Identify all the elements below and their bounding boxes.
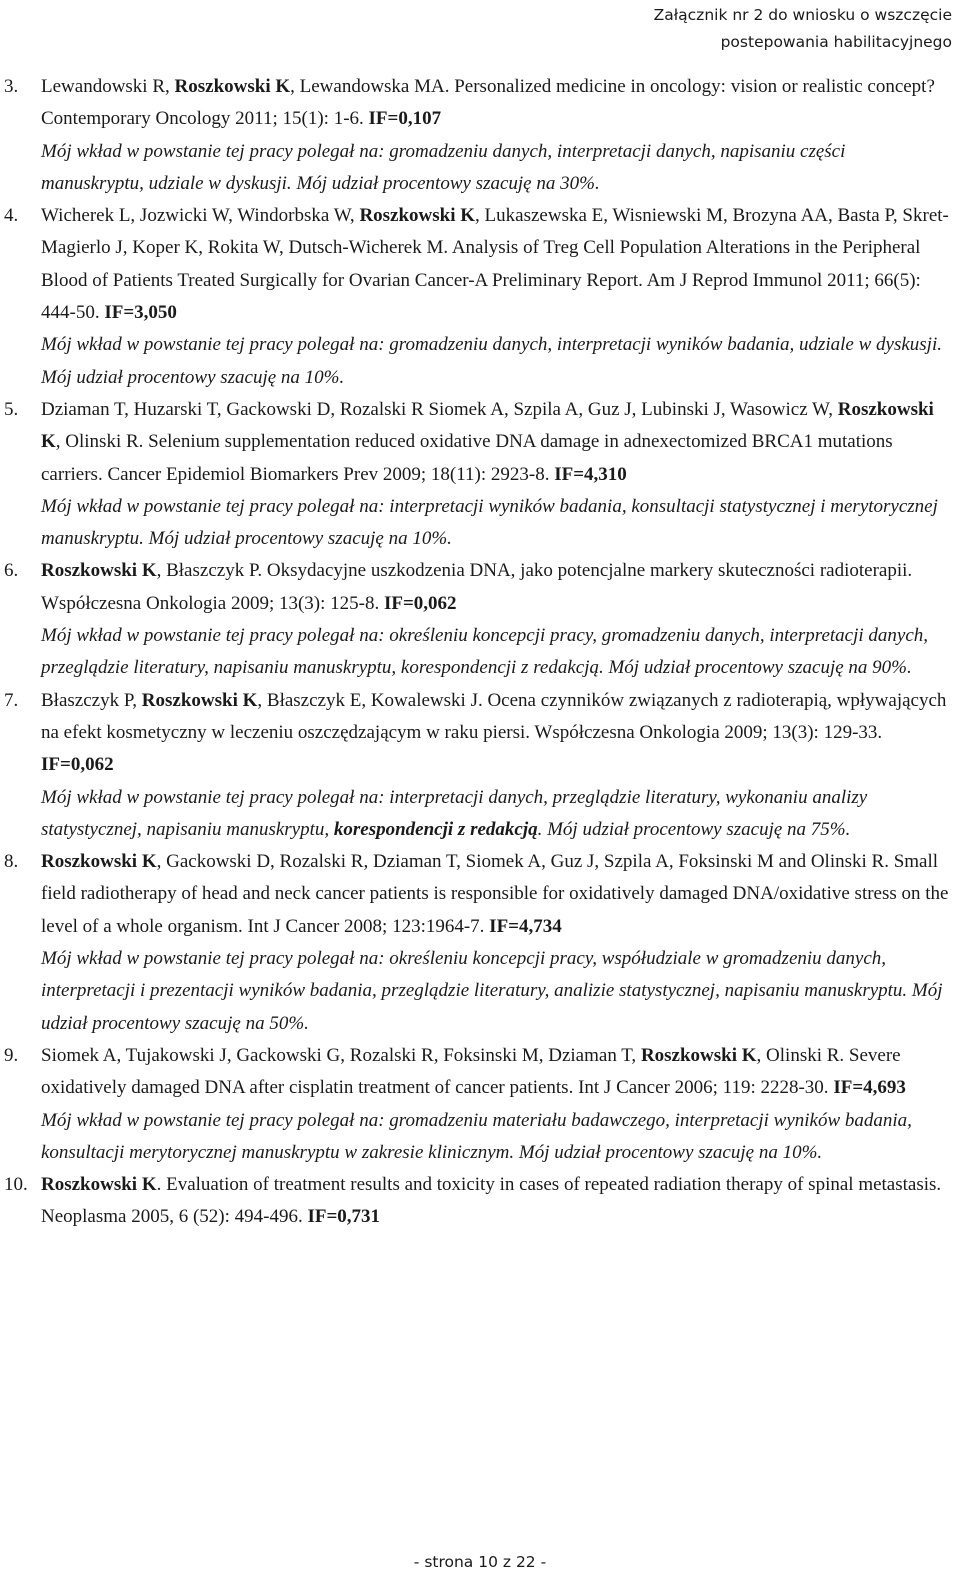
entry-authors-pre: Wicherek L, Jozwicki W, Windorbska W, xyxy=(41,205,360,227)
entry-number: 9. xyxy=(4,1044,19,1066)
entry-number: 4. xyxy=(4,205,19,227)
entry-contribution: Mój wkład w powstanie tej pracy polegał na: określeniu koncepcji pracy, gromadzeniu danych, interpretacji danych, przeglądzie literatury, napisaniu manuskryptu, korespondencji z redakcją. xyxy=(41,625,929,679)
entry-impact-factor: IF=0,731 xyxy=(307,1206,381,1228)
entry-share: Mój udział procentowy szacuję na 30%. xyxy=(291,172,600,194)
entry-number: 8. xyxy=(4,851,19,873)
header-line-2: postepowania habilitacyjnego xyxy=(720,33,952,51)
entry-contribution: Mój wkład w powstanie tej pracy polegał na: gromadzeniu danych, interpretacji danych, napisaniu części manuskryptu, udziale w dyskusji. xyxy=(41,140,846,194)
publication-entry xyxy=(0,846,960,1040)
entry-citation: , Lewandowska MA. Personalized medicine in oncology: vision or realistic concept? Contemporary Oncology 2011; 15(1): 1-6. xyxy=(41,76,935,130)
entry-author-highlight: Roszkowski K xyxy=(41,398,934,453)
header-line-1: Załącznik nr 2 do wniosku o wszczęcie xyxy=(653,6,952,24)
publication-entry xyxy=(0,555,960,684)
entry-citation: , Lukaszewska E, Wisniewski M, Brozyna AA, Basta P, Skret-Magierlo J, Koper K, Rokita W, Dutsch-Wicherek M. Analysis of Treg Cell Population Alterations in the Peripheral Blood of Patients Treated Surgically for Ovarian Cancer-A Preliminary Report. Am J Reprod Immunol 2011; 66(5): 444-50. xyxy=(41,205,949,324)
publication-entry xyxy=(0,71,960,200)
entry-number: 6. xyxy=(4,560,19,582)
page-header xyxy=(552,2,952,56)
entry-impact-factor: IF=0,107 xyxy=(368,108,442,130)
entry-authors-pre: Dziaman T, Huzarski T, Gackowski D, Rozalski R Siomek A, Szpila A, Guz J, Lubinski J, Wasowicz W, xyxy=(41,398,838,420)
entry-number: 3. xyxy=(4,76,19,97)
entry-citation: , Błaszczyk E, Kowalewski J. Ocena czynników związanych z radioterapią, wpływających na efekt kosmetyczny w leczeniu oszczędzającym w raku piersi. Współczesna Onkologia 2009; 13(3): 129-33. xyxy=(41,689,947,743)
entry-contribution: Mój wkład w powstanie tej pracy polegał na: gromadzeniu danych, interpretacji wyników badania, udziale w dyskusji. xyxy=(41,334,942,356)
entry-author-highlight: Roszkowski K xyxy=(41,1174,157,1196)
entry-impact-factor: IF=0,062 xyxy=(383,592,457,614)
entry-contribution: Mój wkład w powstanie tej pracy polegał na: interpretacji wyników badania, konsultacji statystycznej i merytorycznej manuskryptu. xyxy=(41,495,938,550)
entry-author-highlight: Roszkowski K xyxy=(359,205,476,227)
entry-author-highlight: Roszkowski K xyxy=(640,1044,757,1066)
entry-citation: , Olinski R. Selenium supplementation reduced oxidative DNA damage in adnexectomized BRCA1 mutations carriers. Cancer Epidemiol Biomarkers Prev 2009; 18(11): 2923-8. xyxy=(41,431,893,485)
entry-share: Mój udział procentowy szacuję na 10%. xyxy=(514,1141,823,1163)
publication-entry xyxy=(0,200,960,394)
publication-entry xyxy=(0,1040,960,1169)
page-footer: - strona 10 z 22 - xyxy=(413,1553,547,1571)
entry-citation: . Evaluation of treatment results and toxicity in cases of repeated radiation therapy of spinal metastasis. Neoplasma 2005, 6 (52): 494-496. xyxy=(41,1174,942,1228)
entry-impact-factor: IF=4,693 xyxy=(833,1077,906,1099)
entry-contribution: Mój wkład w powstanie tej pracy polegał na: gromadzeniu materiału badawczego, interpretacji wyników badania, konsultacji merytorycznej manuskryptu w zakresie klinicznym. xyxy=(41,1109,912,1163)
entry-impact-factor: IF=0,062 xyxy=(41,754,114,776)
entry-share: Mój udział procentowy szacuję na 10%. xyxy=(143,528,452,550)
entry-author-highlight: Roszkowski K xyxy=(141,689,258,711)
entry-contribution: Mój wkład w powstanie tej pracy polegał na: interpretacji danych, przeglądzie literatury, wykonaniu analizy statystycznej, napisaniu manuskryptu, xyxy=(41,786,868,840)
entry-citation: , Błaszczyk P. Oksydacyjne uszkodzenia DNA, jako potencjalne markery skuteczności radioterapii. Współczesna Onkologia 2009; 13(3): 125-8. xyxy=(41,560,913,614)
entry-author-highlight: Roszkowski K xyxy=(41,560,157,582)
publication-entry xyxy=(0,1169,960,1234)
entry-number: 7. xyxy=(4,689,19,711)
entry-contribution: Mój wkład w powstanie tej pracy polegał na: określeniu koncepcji pracy, współudziale w gromadzeniu danych, interpretacji i prezentacji wyników badania, przeglądzie literatury, analizie statystycznej, napisaniu manuskryptu. xyxy=(41,948,908,1002)
entry-number: 10. xyxy=(4,1174,28,1196)
entry-share: Mój udział procentowy szacuję na 90%. xyxy=(603,657,912,679)
entry-citation: , Gackowski D, Rozalski R, Dziaman T, Siomek A, Guz J, Szpila A, Foksinski M and Olinski R. Small field radiotherapy of head and neck cancer patients is responsible for oxidatively damaged DNA/oxidative stress on the level of a whole organism. Int J Cancer 2008; 123:1964-7. xyxy=(41,851,949,937)
entry-authors-pre: Siomek A, Tujakowski J, Gackowski G, Rozalski R, Foksinski M, Dziaman T, xyxy=(41,1044,641,1066)
entry-impact-factor: IF=3,050 xyxy=(104,302,177,324)
entry-authors-pre: Błaszczyk P, xyxy=(41,689,142,711)
entry-impact-factor: IF=4,734 xyxy=(489,915,562,937)
entry-share: . Mój udział procentowy szacuję na 75%. xyxy=(537,818,851,840)
entry-contribution-bold: korespondencji z redakcją xyxy=(333,818,538,840)
entry-citation: , Olinski R. Severe oxidatively damaged DNA after cisplatin treatment of cancer patients. Int J Cancer 2006; 119: 2228-30. xyxy=(41,1044,901,1099)
entry-author-highlight: Roszkowski K xyxy=(41,851,157,873)
publication-entry xyxy=(0,394,960,555)
entry-impact-factor: IF=4,310 xyxy=(554,463,627,485)
entry-number: 5. xyxy=(4,398,19,420)
publication-list xyxy=(0,71,960,1234)
entry-share: Mój udział procentowy szacuję na 50%. xyxy=(41,980,943,1034)
entry-share: Mój udział procentowy szacuję na 10%. xyxy=(41,366,345,388)
entry-author-highlight: Roszkowski K xyxy=(174,76,291,97)
entry-authors-pre: Lewandowski R, xyxy=(41,76,175,97)
publication-entry xyxy=(0,685,960,846)
